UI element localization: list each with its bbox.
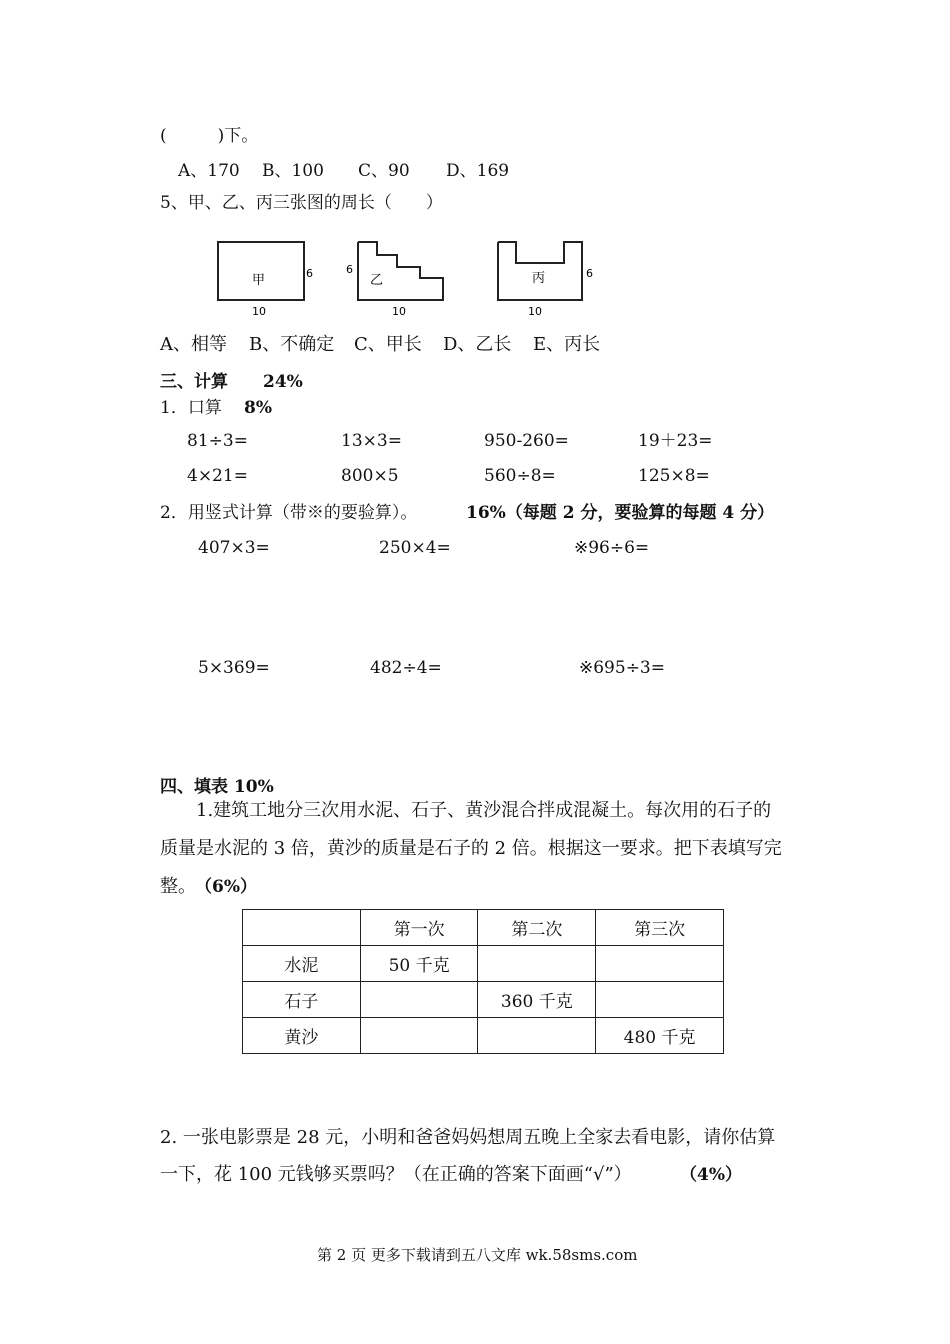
q4-option-b: B、100 xyxy=(262,161,324,181)
fill-table xyxy=(242,909,724,1054)
table-cell: 石子 xyxy=(243,982,361,1018)
table-cell xyxy=(478,1018,596,1054)
section4-p1-line1: 1.建筑工地分三次用水泥、石子、黄沙混合拌成混凝土。每次用的石子的 xyxy=(196,800,772,821)
q4-paren-line: ( )下。 xyxy=(160,126,259,146)
figure-jia-width: 10 xyxy=(252,305,266,318)
q5-option-b: B、不确定 xyxy=(249,334,335,355)
q5-question: 5、甲、乙、丙三张图的周长（ ） xyxy=(160,193,443,213)
oral-item: 81÷3= xyxy=(187,431,248,451)
figure-bing-width: 10 xyxy=(528,305,542,318)
q4-option-a: A、170 xyxy=(178,161,240,181)
figure-yi-outline xyxy=(358,242,443,300)
table-header-cell: 第一次 xyxy=(360,910,478,946)
oral-percent: 8% xyxy=(244,398,272,418)
section4-p1-line3: 整。 xyxy=(160,876,196,897)
section4-p2-line1: 2. 一张电影票是 28 元，小明和爸爸妈妈想周五晚上全家去看电影，请你估算 xyxy=(160,1127,776,1148)
oral-item: 19＋23= xyxy=(638,431,713,451)
figure-yi-width: 10 xyxy=(392,305,406,318)
figure-jia-label: 甲 xyxy=(252,273,266,288)
q5-figures xyxy=(200,235,620,320)
figure-yi xyxy=(346,242,443,318)
figure-jia-outline xyxy=(218,242,304,300)
figure-jia xyxy=(218,242,313,318)
oral-item: 4×21= xyxy=(187,466,248,486)
section4-p1-line2: 质量是水泥的 3 倍，黄沙的质量是石子的 2 倍。根据这一要求。把下表填写完 xyxy=(160,838,782,859)
table-header-cell xyxy=(243,910,361,946)
table-cell: 黄沙 xyxy=(243,1018,361,1054)
section3-percent: 24% xyxy=(263,372,303,392)
q5-option-e: E、丙长 xyxy=(533,334,601,355)
figure-bing xyxy=(498,242,593,318)
table-cell xyxy=(596,982,724,1018)
oral-item: 560÷8= xyxy=(484,466,556,486)
table-cell xyxy=(478,946,596,982)
oral-title: 1．口算 xyxy=(160,398,222,418)
table-header-cell: 第二次 xyxy=(478,910,596,946)
vertical-item: 5×369= xyxy=(198,658,270,678)
vertical-item: 250×4= xyxy=(379,538,451,558)
table-cell: 360 千克 xyxy=(478,982,596,1018)
figure-bing-height: 6 xyxy=(586,267,593,280)
vertical-item: 482÷4= xyxy=(370,658,442,678)
vertical-note: 16%（每题 2 分，要验算的每题 4 分） xyxy=(466,503,775,523)
table-cell xyxy=(360,1018,478,1054)
table-row xyxy=(243,1018,724,1054)
table-header-cell: 第三次 xyxy=(596,910,724,946)
vertical-item: ※96÷6= xyxy=(574,538,650,558)
section4-p2-percent: （4%） xyxy=(680,1165,742,1185)
vertical-item: ※695÷3= xyxy=(579,658,665,678)
vertical-title: 2．用竖式计算（带※的要验算）。 xyxy=(160,503,418,523)
oral-item: 13×3= xyxy=(341,431,402,451)
figure-yi-label: 乙 xyxy=(370,273,384,288)
q4-option-d: D、169 xyxy=(446,161,510,181)
q5-option-d: D、乙长 xyxy=(443,334,512,355)
vertical-item: 407×3= xyxy=(198,538,270,558)
section4-title: 四、填表 10% xyxy=(160,777,274,797)
section4-p2-line2: 一下，花 100 元钱够买票吗？（在正确的答案下面画“√”） xyxy=(160,1164,632,1185)
figure-yi-height: 6 xyxy=(346,263,353,276)
table-cell: 480 千克 xyxy=(596,1018,724,1054)
table-row xyxy=(243,946,724,982)
section3-title: 三、计算 xyxy=(160,372,228,392)
q5-option-c: C、甲长 xyxy=(354,334,422,355)
oral-item: 125×8= xyxy=(638,466,710,486)
table-cell: 50 千克 xyxy=(360,946,478,982)
table-cell xyxy=(360,982,478,1018)
table-cell xyxy=(596,946,724,982)
figure-jia-height: 6 xyxy=(306,267,313,280)
section4-p1-percent: （6%） xyxy=(195,877,257,897)
oral-item: 950-260= xyxy=(484,431,569,451)
q4-option-c: C、90 xyxy=(358,161,410,181)
page-footer: 第 2 页 更多下载请到五八文库 wk.58sms.com xyxy=(317,1246,638,1264)
table-header-row xyxy=(243,910,724,946)
oral-item: 800×5 xyxy=(341,466,399,486)
table-row xyxy=(243,982,724,1018)
table-cell: 水泥 xyxy=(243,946,361,982)
figure-bing-label: 丙 xyxy=(532,271,546,286)
q5-option-a: A、相等 xyxy=(160,334,227,355)
